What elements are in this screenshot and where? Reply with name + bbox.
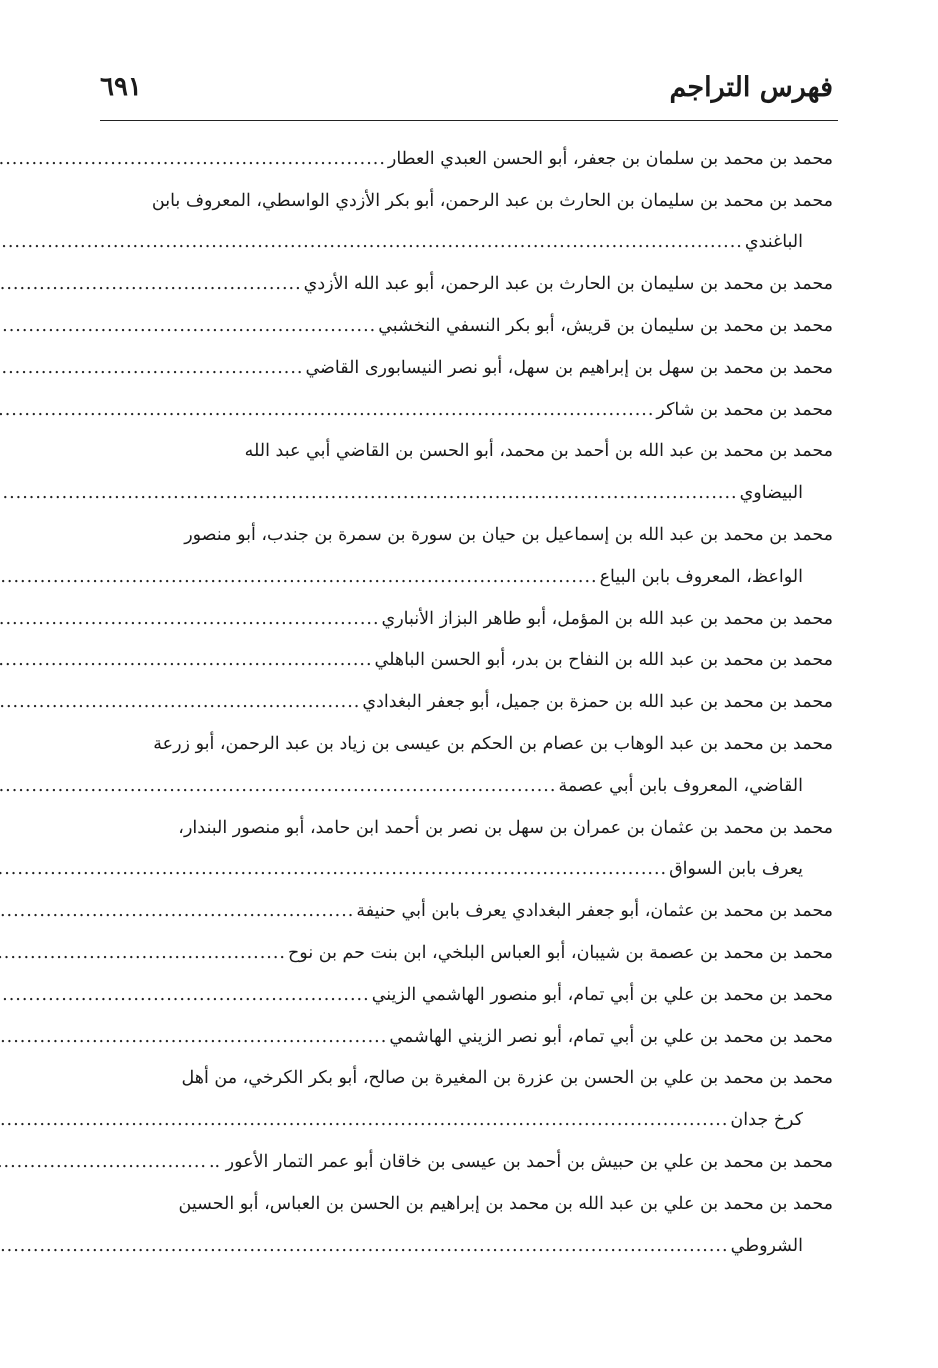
index-entry-line (100, 765, 833, 807)
entry-text: محمد بن محمد بن سليمان بن قريش، أبو بكر النسفي النخشبي (378, 316, 833, 337)
index-entry-line (100, 263, 833, 305)
dot-leader (0, 692, 360, 712)
dot-leader (0, 316, 376, 336)
index-entry-line (100, 1016, 833, 1058)
page-header (100, 62, 833, 112)
entry-text: محمد بن محمد بن عبد الله بن النفاح بن بدر، أبو الحسن الباهلي (374, 650, 833, 671)
dot-leader (0, 483, 738, 503)
entry-text: محمد بن محمد بن علي بن الحسن بن عزرة بن المغيرة بن صالح، أبو بكر الكرخي، من أهل (181, 1068, 833, 1089)
entry-text: كرخ جدان (730, 1110, 803, 1131)
biography-index-list (100, 138, 833, 1267)
entry-text: محمد بن محمد بن سهل بن إبراهيم بن سهل، أبو نصر النيسابورى القاضي (305, 357, 833, 378)
entry-text: محمد بن محمد بن عبد الله بن حمزة بن جميل، أبو جعفر البغدادي (362, 692, 833, 713)
index-entry-line (100, 1141, 833, 1183)
entry-text: الواعظ، المعروف بابن البياع (599, 566, 803, 587)
entry-text: محمد بن محمد بن عبد الله بن أحمد بن محمد، أبو الحسن بن القاضي أبي عبد الله (244, 441, 833, 462)
dot-leader (0, 149, 386, 169)
dot-leader (0, 776, 556, 796)
index-entry-line (100, 932, 833, 974)
entry-text: محمد بن محمد بن عبد الله بن المؤمل، أبو طاهر البزاز الأنباري (381, 608, 833, 629)
dot-leader (0, 400, 654, 420)
entry-text: الشروطي (730, 1235, 803, 1256)
dot-leader (0, 1027, 387, 1047)
entry-text: محمد بن محمد بن عبد الله بن إسماعيل بن حيان بن سورة بن سمرة بن جندب، أبو منصور (184, 525, 833, 546)
entry-text: محمد بن محمد بن علي بن أبي تمام، أبو منصور الهاشمي الزيني (371, 984, 833, 1005)
index-entry-line (100, 514, 833, 556)
index-entry-line (100, 472, 833, 514)
dot-leader (0, 901, 354, 921)
index-entry-line (100, 138, 833, 180)
index-entry-line (100, 347, 833, 389)
index-entry-line (100, 1099, 833, 1141)
entry-text: محمد بن محمد بن عثمان، أبو جعفر البغدادي يعرف بابن أبي حنيفة (356, 901, 833, 922)
dot-leader (0, 567, 598, 587)
index-entry-line (100, 890, 833, 932)
dot-leader (0, 859, 667, 879)
entry-text: محمد بن محمد بن سليمان بن الحارث بن عبد الرحمن، أبو بكر الأزدي الواسطي، المعروف بابن (151, 190, 833, 211)
entry-text: القاضي، المعروف بابن أبي عصمة (558, 775, 803, 796)
index-entry-line (100, 723, 833, 765)
index-entry-line (100, 640, 833, 682)
dot-leader (0, 232, 743, 252)
entry-text: محمد بن محمد بن علي بن حبيش بن أحمد بن عيسى بن خاقان أبو عمر التمار الأعور .. (208, 1152, 833, 1173)
index-entry-line (100, 849, 833, 891)
index-entry-line (100, 681, 833, 723)
index-entry-line (100, 1225, 833, 1267)
index-entry-line (100, 556, 833, 598)
entry-text: محمد بن محمد بن علي بن عبد الله بن محمد بن إبراهيم بن الحسن بن العباس، أبو الحسين (178, 1193, 833, 1214)
entry-text: البيضاوي (739, 483, 803, 504)
entry-text: محمد بن محمد بن سلمان بن جعفر، أبو الحسن العبدي العطار (387, 148, 833, 169)
dot-leader (0, 274, 302, 294)
dot-leader (0, 1152, 207, 1172)
entry-text: محمد بن محمد بن عصمة بن شيبان، أبو العباس البلخي، ابن بنت حم بن نوح (287, 943, 833, 964)
index-entry-line (100, 180, 833, 222)
entry-text: محمد بن محمد بن سليمان بن الحارث بن عبد الرحمن، أبو عبد الله الأزدي (303, 274, 833, 295)
entry-text: يعرف بابن السواق (669, 859, 803, 880)
dot-leader (0, 943, 286, 963)
dot-leader (0, 985, 370, 1005)
page-title: فهرس التراجم (669, 71, 833, 103)
entry-text: الباغندي (744, 232, 803, 253)
entry-text: محمد بن محمد بن عثمان بن عمران بن سهل بن نصر بن أحمد ابن حامد، أبو منصور البندار، (178, 817, 833, 838)
dot-leader (0, 1236, 729, 1256)
index-entry-line (100, 431, 833, 473)
page-number: ٦٩١ (100, 72, 142, 102)
index-entry-line (100, 974, 833, 1016)
index-entry-line (100, 1058, 833, 1100)
dot-leader (0, 650, 373, 670)
index-entry-line (100, 222, 833, 264)
header-rule (100, 120, 838, 121)
index-entry-line (100, 1183, 833, 1225)
index-entry-line (100, 305, 833, 347)
index-entry-line (100, 807, 833, 849)
entry-text: محمد بن محمد بن علي بن أبي تمام، أبو نصر الزيني الهاشمي (389, 1026, 833, 1047)
index-entry-line (100, 598, 833, 640)
entry-text: محمد بن محمد بن شاكر (656, 399, 833, 420)
dot-leader (0, 609, 380, 629)
index-entry-line (100, 389, 833, 431)
dot-leader (0, 1110, 728, 1130)
dot-leader (0, 358, 303, 378)
entry-text: محمد بن محمد بن عبد الوهاب بن عصام بن الحكم بن عيسى بن زياد بن عبد الرحمن، أبو زرعة (153, 734, 833, 755)
